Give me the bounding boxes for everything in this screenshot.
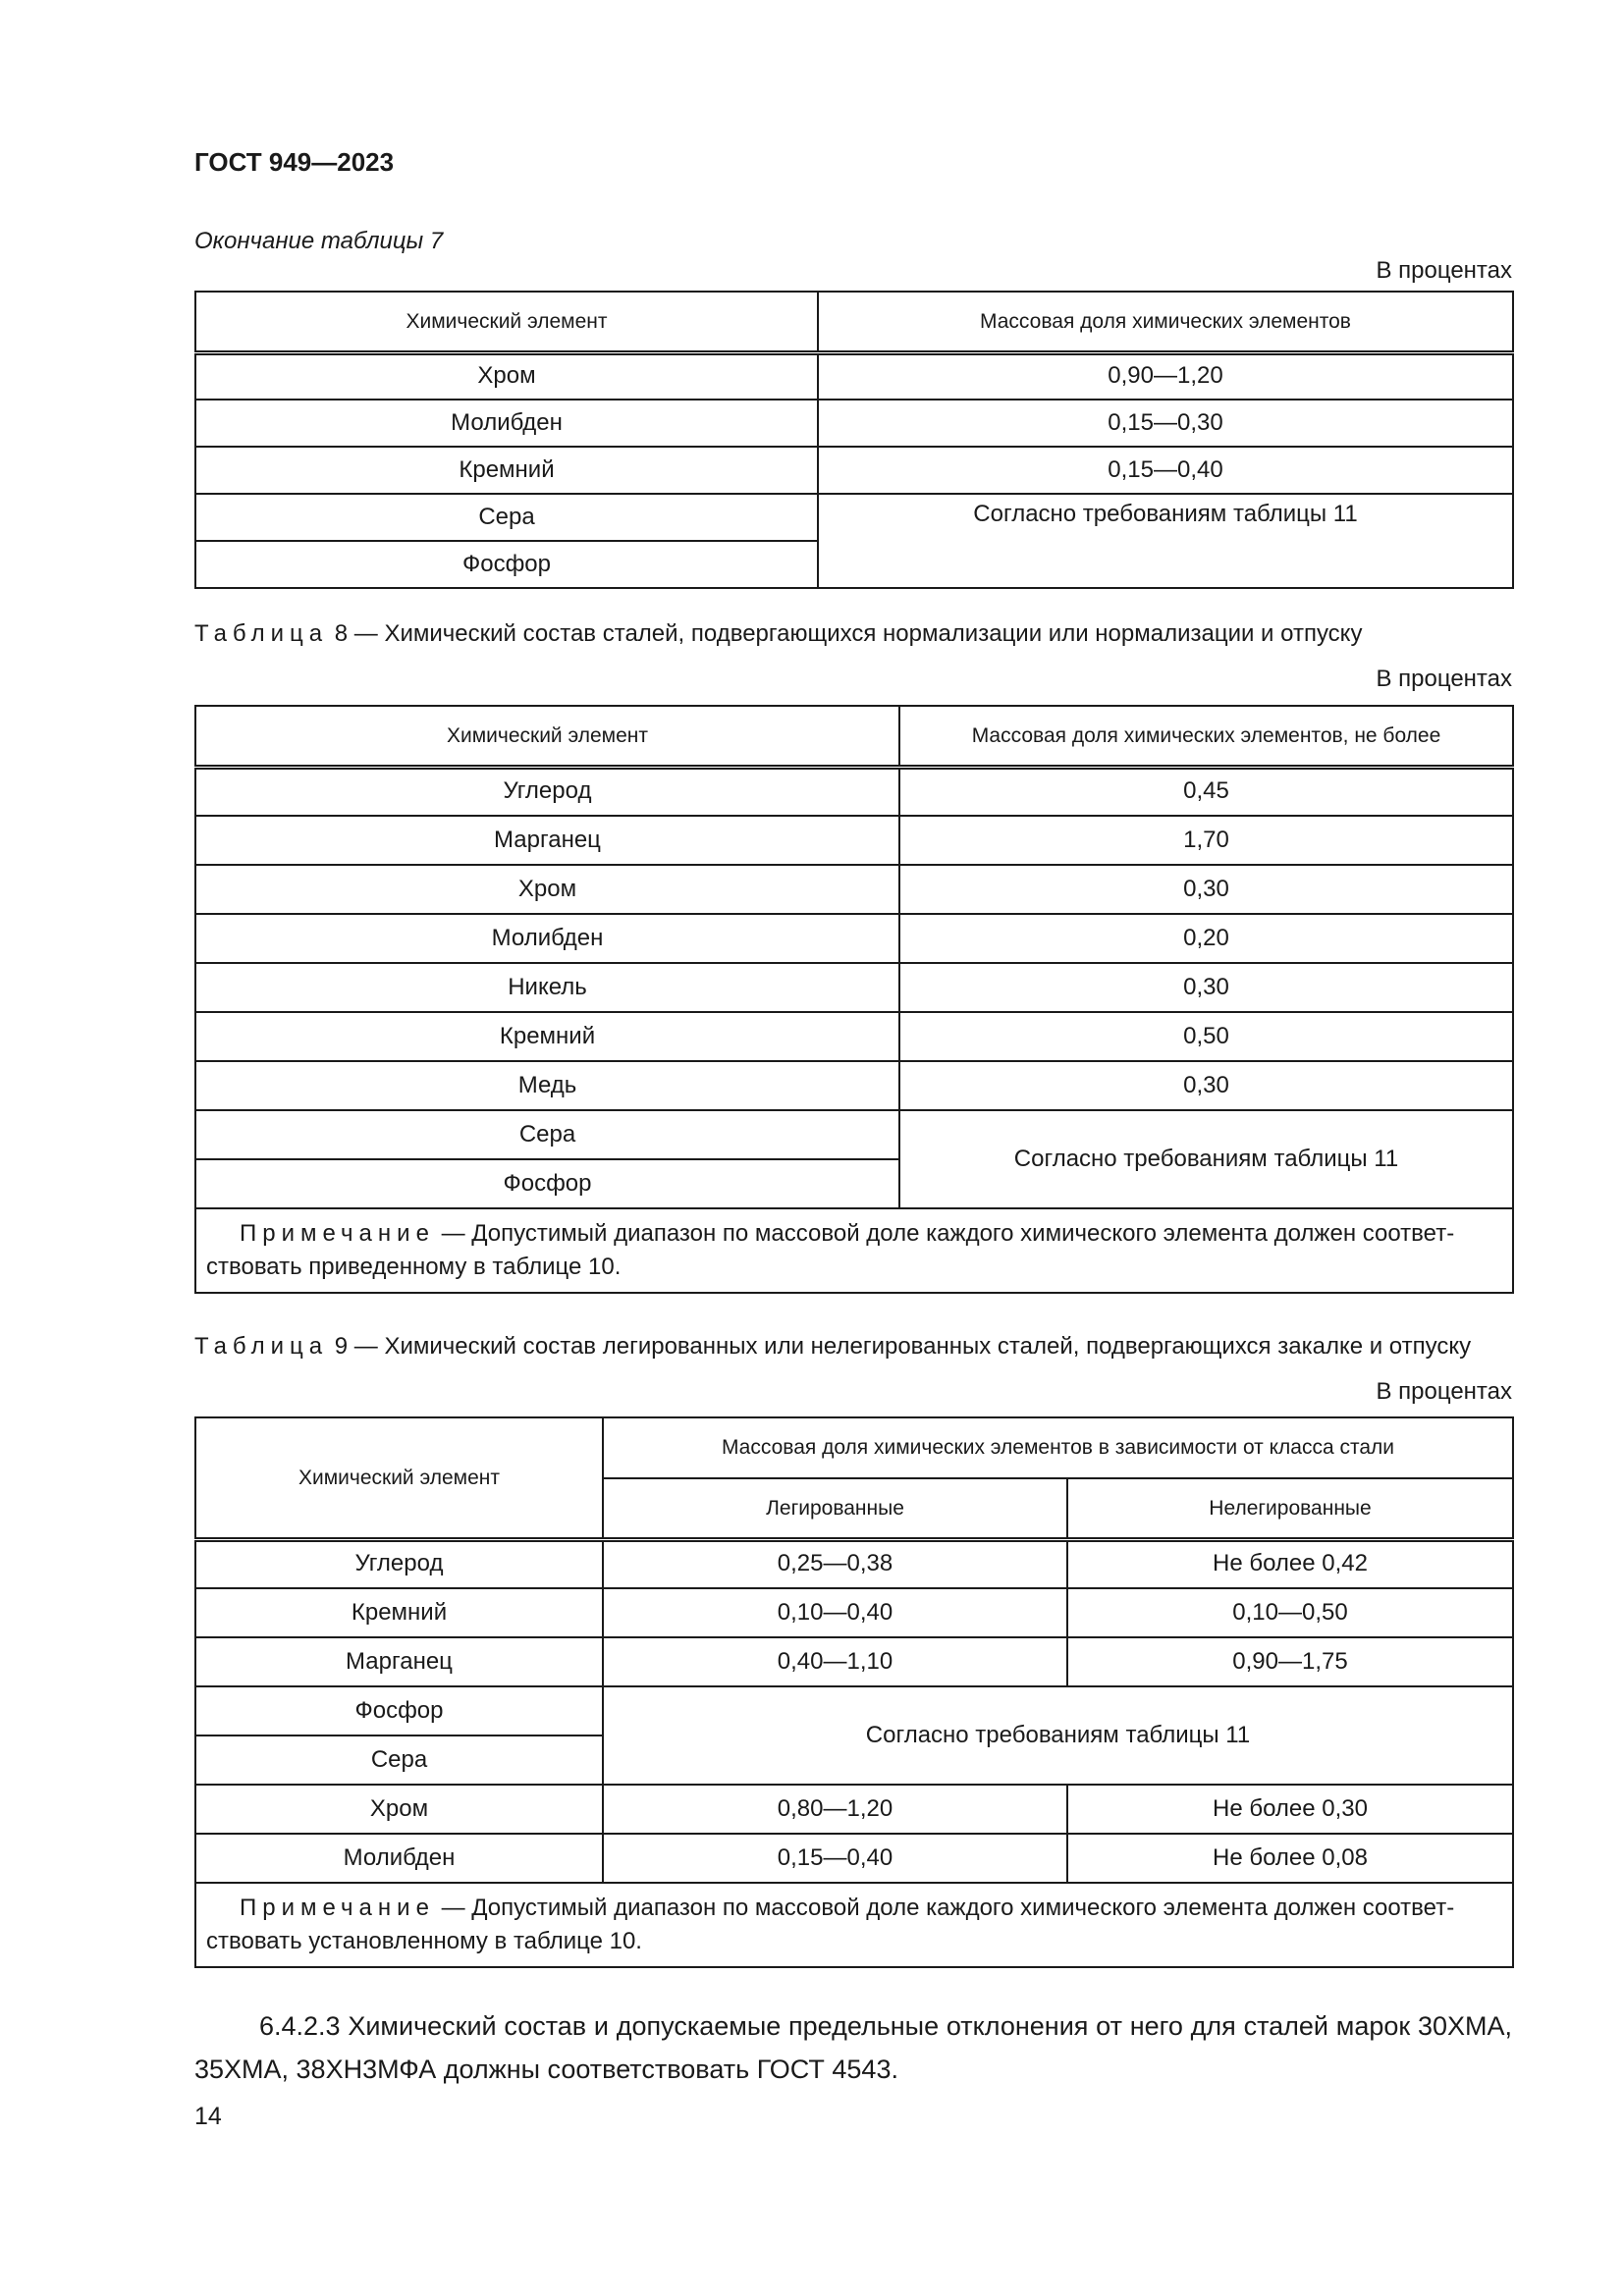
table9-caption-text: 9 — Химический состав легированных или нелегированных сталей, подвергающихся закалке и отпуску (334, 1333, 1472, 1360)
table7-merged-value: Согласно требованиям таблицы 11 (818, 494, 1513, 588)
table7-header-element: Химический элемент (195, 292, 818, 352)
table7-cell: 0,90—1,20 (818, 352, 1513, 400)
table7-cell: 0,15—0,30 (818, 400, 1513, 447)
table8-cell: Хром (195, 865, 899, 914)
table8-cell: 1,70 (899, 816, 1513, 865)
table9-cell: Марганец (195, 1637, 603, 1686)
table8-cell: 0,30 (899, 1061, 1513, 1110)
table9-cell: 0,10—0,40 (603, 1588, 1067, 1637)
table9-header-group: Массовая доля химических элементов в зависимости от класса стали (603, 1417, 1513, 1478)
table7-cell: Хром (195, 352, 818, 400)
table-row (195, 1012, 1513, 1061)
table-row (195, 1637, 1513, 1686)
table9-header-nonalloyed: Нелегированные (1067, 1478, 1513, 1539)
table8-cell: Сера (195, 1110, 899, 1159)
table-row (195, 494, 1513, 541)
table8-note-label: Примечание (240, 1220, 435, 1247)
table9-header-alloyed: Легированные (603, 1478, 1067, 1539)
table-row (195, 1539, 1513, 1588)
table7-cell: Сера (195, 494, 818, 541)
table-row (195, 1834, 1513, 1883)
table-row (195, 1785, 1513, 1834)
table9-cell: 0,10—0,50 (1067, 1588, 1513, 1637)
table-row (195, 963, 1513, 1012)
table-row (195, 767, 1513, 816)
table8-merged-value: Согласно требованиям таблицы 11 (899, 1110, 1513, 1208)
table8-cell: 0,45 (899, 767, 1513, 816)
table9-cell: Фосфор (195, 1686, 603, 1735)
table7-cell: Фосфор (195, 541, 818, 588)
table8-cell: Никель (195, 963, 899, 1012)
document-code: ГОСТ 949—2023 (194, 147, 395, 177)
table7-cell: Молибден (195, 400, 818, 447)
table8-cell: 0,30 (899, 865, 1513, 914)
table-row (195, 400, 1513, 447)
table-row (195, 447, 1513, 494)
table-row (195, 1061, 1513, 1110)
table9-cell: Кремний (195, 1588, 603, 1637)
table8-units: В процентах (1376, 666, 1512, 692)
table7-cell: 0,15—0,40 (818, 447, 1513, 494)
table8-cell: Медь (195, 1061, 899, 1110)
table9-caption-label: Таблица (194, 1333, 329, 1360)
table8-note-text: — Допустимый диапазон по массовой доле каждого химического элемента должен соответ-ствовать приведенному в таблице 10. (206, 1220, 1455, 1280)
table9-cell: Хром (195, 1785, 603, 1834)
table7 (194, 291, 1514, 589)
table9-cell: 0,25—0,38 (603, 1539, 1067, 1588)
table7-header-mass: Массовая доля химических элементов (818, 292, 1513, 352)
table9-caption (194, 1333, 1471, 1361)
table9-cell: Не более 0,30 (1067, 1785, 1513, 1834)
table8-caption (194, 620, 1362, 648)
table9-note-text: — Допустимый диапазон по массовой доле каждого химического элемента должен соответ-ствовать установленному в таблице 10. (206, 1895, 1455, 1954)
table-row (195, 865, 1513, 914)
table-row (195, 1588, 1513, 1637)
table-row (195, 816, 1513, 865)
table-row (195, 352, 1513, 400)
table7-units: В процентах (1376, 257, 1512, 284)
table9-note-label: Примечание (240, 1895, 435, 1921)
table7-caption: Окончание таблицы 7 (194, 228, 444, 254)
table8-cell: 0,20 (899, 914, 1513, 963)
table8-cell: Молибден (195, 914, 899, 963)
table9-cell: Углерод (195, 1539, 603, 1588)
table8-cell: Марганец (195, 816, 899, 865)
table8 (194, 705, 1514, 1294)
table8-cell: Кремний (195, 1012, 899, 1061)
table8-header-element: Химический элемент (195, 706, 899, 767)
table9-cell: Не более 0,42 (1067, 1539, 1513, 1588)
table8-cell: Углерод (195, 767, 899, 816)
table8-cell: 0,50 (899, 1012, 1513, 1061)
table9-note-row (195, 1883, 1513, 1967)
table8-cell: 0,30 (899, 963, 1513, 1012)
table9-units: В процентах (1376, 1378, 1512, 1405)
table9-header-element: Химический элемент (195, 1417, 603, 1539)
table8-cell: Фосфор (195, 1159, 899, 1208)
body-paragraph-text: 6.4.2.3 Химический состав и допускаемые предельные отклонения от него для сталей марок 30ХМА, 35ХМА, 38ХН3МФА должны соответствовать ГОСТ 4543. (194, 2011, 1512, 2084)
table-row (195, 1110, 1513, 1159)
table8-note (195, 1208, 1513, 1293)
table9-cell: 0,40—1,10 (603, 1637, 1067, 1686)
table9-cell: 0,15—0,40 (603, 1834, 1067, 1883)
body-paragraph (194, 2004, 1512, 2091)
table9-cell: Молибден (195, 1834, 603, 1883)
table9-cell: 0,90—1,75 (1067, 1637, 1513, 1686)
table-row (195, 914, 1513, 963)
table9-merged-value: Согласно требованиям таблицы 11 (603, 1686, 1513, 1785)
table-row (195, 1686, 1513, 1735)
page-number: 14 (194, 2103, 222, 2130)
table7-cell: Кремний (195, 447, 818, 494)
table9-cell: Сера (195, 1735, 603, 1785)
table8-note-row (195, 1208, 1513, 1293)
table8-caption-text: 8 — Химический состав сталей, подвергающихся нормализации или нормализации и отпуску (334, 620, 1363, 647)
table9-cell: Не более 0,08 (1067, 1834, 1513, 1883)
table9 (194, 1416, 1514, 1968)
table9-note (195, 1883, 1513, 1967)
table8-caption-label: Таблица (194, 620, 329, 647)
table9-cell: 0,80—1,20 (603, 1785, 1067, 1834)
table8-header-mass: Массовая доля химических элементов, не более (899, 706, 1513, 767)
